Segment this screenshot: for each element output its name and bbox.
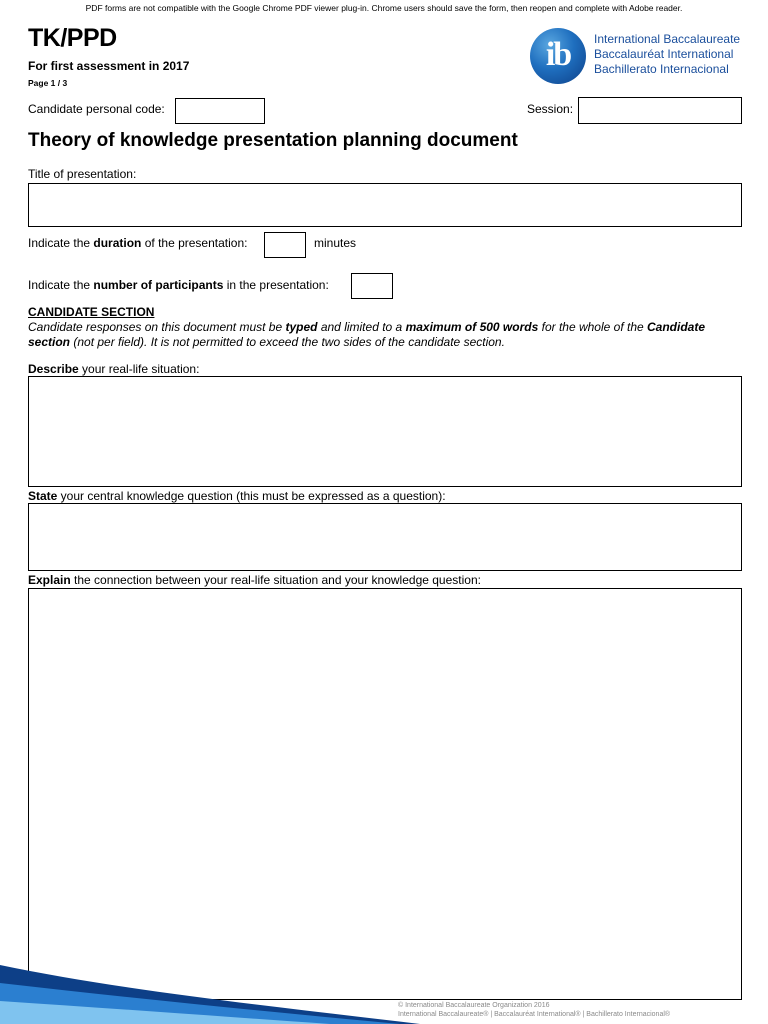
instr-max-words: maximum of 500 words	[405, 320, 539, 334]
ib-logo-line2: Baccalauréat International	[594, 47, 734, 61]
page-number: Page 1 / 3	[28, 78, 68, 88]
instr-part-1: Candidate responses on this document must be	[28, 320, 286, 334]
pdf-viewer-notice: PDF forms are not compatible with the Google Chrome PDF viewer plug-in. Chrome users should save the form, then reopen and complete with Adobe reader.	[85, 3, 683, 13]
explain-label-bold: Explain	[28, 573, 71, 587]
describe-label	[28, 362, 199, 376]
session-label: Session:	[527, 102, 574, 116]
duration-field[interactable]	[264, 232, 306, 258]
ib-logo-letters: ib	[545, 36, 571, 73]
instr-candidate-section: Candidate section	[28, 320, 706, 349]
assessment-note: For first assessment in 2017	[28, 59, 190, 73]
candidate-code-field[interactable]	[175, 98, 265, 124]
state-label-bold: State	[28, 489, 58, 503]
form-code: TK/PPD	[28, 24, 117, 52]
ib-logo	[530, 28, 750, 88]
instr-part-2: and limited to a	[317, 320, 406, 334]
ib-logo-line3: Bachillerato Internacional	[594, 62, 729, 76]
footer-wave-graphic	[0, 935, 420, 1024]
copyright-footer	[398, 1002, 670, 1019]
candidate-section-instructions	[28, 320, 728, 349]
instr-part-3: for the whole of the	[538, 320, 648, 334]
ib-logo-text	[594, 32, 740, 77]
participants-label-post: in the presentation:	[223, 278, 329, 292]
duration-label-pre: Indicate the	[28, 236, 94, 250]
presentation-title-label: Title of presentation:	[28, 167, 137, 181]
describe-field[interactable]	[28, 376, 742, 487]
participants-field[interactable]	[351, 273, 393, 299]
page-title: Theory of knowledge presentation planning document	[28, 130, 518, 151]
participants-label-bold: number of participants	[93, 278, 224, 292]
instr-typed: typed	[285, 320, 318, 334]
presentation-title-field[interactable]	[28, 183, 742, 227]
explain-label	[28, 573, 481, 587]
duration-label-post: of the presentation:	[141, 236, 248, 250]
describe-label-bold: Describe	[28, 362, 79, 376]
copyright-line2: International Baccalaureate® | Baccalauréat International® | Bachillerato Internacional®	[398, 1010, 671, 1018]
duration-label	[28, 236, 247, 250]
instr-part-4: (not per field). It is not permitted to exceed the two sides of the candidate section.	[70, 334, 505, 349]
state-label	[28, 489, 446, 503]
participants-label	[28, 278, 329, 292]
copyright-line1: © International Baccalaureate Organization 2016	[398, 1002, 550, 1009]
describe-label-rest: your real-life situation:	[78, 362, 200, 376]
candidate-section-heading: CANDIDATE SECTION	[28, 305, 155, 319]
state-label-rest: your central knowledge question (this must be expressed as a question):	[57, 489, 446, 503]
duration-label-bold: duration	[93, 236, 142, 250]
ib-logo-line1: International Baccalaureate	[594, 32, 741, 46]
candidate-code-label: Candidate personal code:	[28, 102, 165, 116]
duration-unit: minutes	[314, 236, 357, 250]
state-field[interactable]	[28, 503, 742, 571]
explain-label-rest: the connection between your real-life situation and your knowledge question:	[70, 573, 481, 587]
session-field[interactable]	[578, 97, 742, 124]
participants-label-pre: Indicate the	[28, 278, 94, 292]
